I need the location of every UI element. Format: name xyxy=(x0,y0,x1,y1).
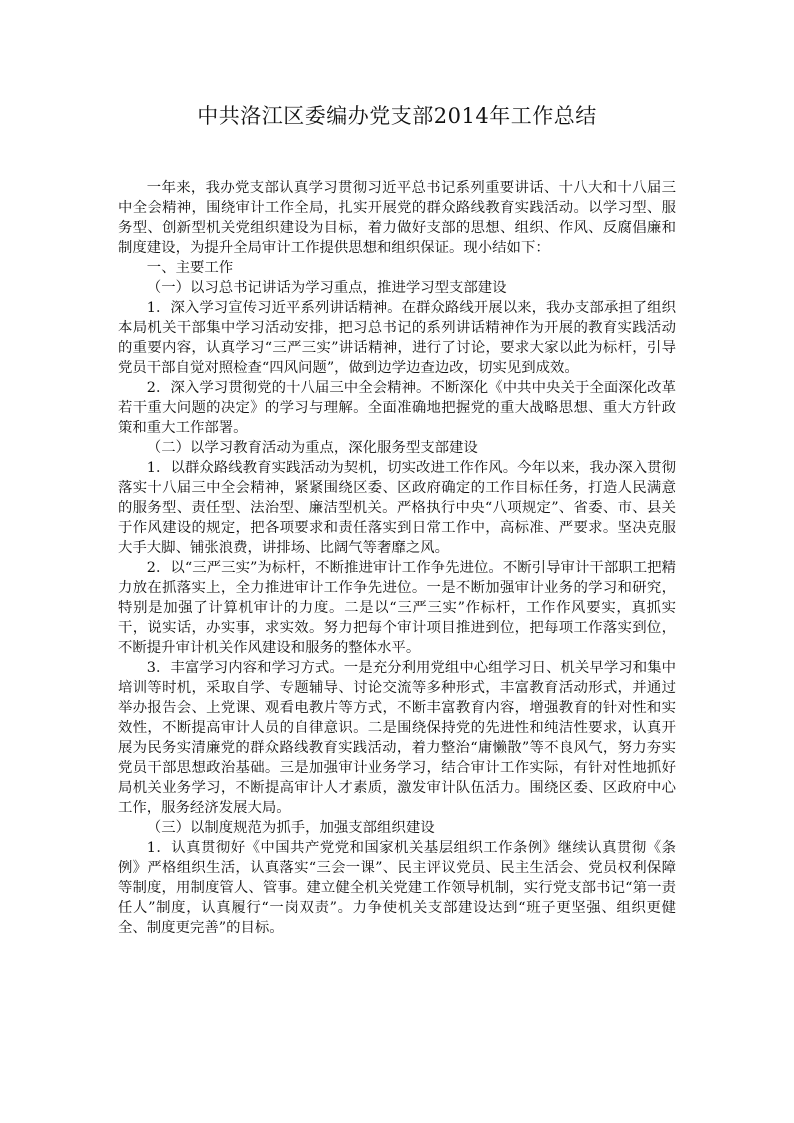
subsection-heading-3: （三）以制度规范为抓手，加强支部组织建设 xyxy=(146,820,435,836)
intro-paragraph: 一年来，我办党支部认真学习贯彻习近平总书记系列重要讲话、十八大和十八届三中全会精神，围绕审计工作全局，扎实开展党的群众路线教育实践活动。以学习型、服务型、创新型机关党组织建设为目标，着力做好支部的思想、组织、作风、反腐倡廉和制度建设，为提升全局审计工作提供思想和组织保证。现小结如下： xyxy=(118,180,676,256)
document-title: 中共洛江区委编办党支部2014年工作总结 xyxy=(197,104,597,128)
paragraph-2-2: 2．以“三严三实”为标杆，不断推进审计工作争先进位。不断引导审计干部职工把精力放在抓落实上，全力推进审计工作争先进位。一是不断加强审计业务的学习和研究，特别是加强了计算机审计的力度。二是以“三严三实”作标杆，工作作风要实，真抓实干，说实话，办实事，求实效。努力把每个审计项目推进到位，把每项工作落实到位，不断提升审计机关作风建设和服务的整体水平。 xyxy=(118,560,676,656)
paragraph-2-1: 1．以群众路线教育实践活动为契机，切实改进工作作风。今年以来，我办深入贯彻落实十八届三中全会精神，紧紧围绕区委、区政府确定的工作目标任务，打造人民满意的服务型、责任型、法治型、廉洁型机关。严格执行中央“八项规定”、省委、市、县关于作风建设的规定，把各项要求和责任落实到日常工作中，高标准、严要求。坚决克服大手大脚、铺张浪费，讲排场、比阔气等奢靡之风。 xyxy=(118,460,676,556)
subsection-heading-2: （二）以学习教育活动为重点，深化服务型支部建设 xyxy=(146,440,478,456)
paragraph-1-2: 2．深入学习贯彻党的十八届三中全会精神。不断深化《中共中央关于全面深化改革若干重大问题的决定》的学习与理解。全面准确地把握党的重大战略思想、重大方针政策和重大工作部署。 xyxy=(118,380,676,436)
paragraph-2-3: 3．丰富学习内容和学习方式。一是充分利用党组中心组学习日、机关早学习和集中培训等时机，采取自学、专题辅导、讨论交流等多种形式，丰富教育活动形式，并通过举办报告会、上党课、观看电教片等方式，不断丰富教育内容，增强教育的针对性和实效性，不断提高审计人员的自律意识。二是围绕保持党的先进性和纯洁性要求，认真开展为民务实清廉党的群众路线教育实践活动，着力整治“庸懒散”等不良风气，努力夯实党员干部思想政治基础。三是加强审计业务学习，结合审计工作实际，有针对性地抓好局机关业务学习，不断提高审计人才素质，激发审计队伍活力。围绕区委、区政府中心工作，服务经济发展大局。 xyxy=(118,660,676,816)
paragraph-3-1: 1．认真贯彻好《中国共产党党和国家机关基层组织工作条例》继续认真贯彻《条例》严格组织生活，认真落实“三会一课”、民主评议党员、民主生活会、党员权利保障等制度，用制度管人、管事。建立健全机关党建工作领导机制，实行党支部书记“第一责任人”制度，认真履行“一岗双责”。力争使机关支部建设达到“班子更坚强、组织更健全、制度更完善”的目标。 xyxy=(118,840,676,936)
document-body xyxy=(118,178,676,938)
section-heading-main-work: 一、主要工作 xyxy=(146,260,234,276)
paragraph-1-1: 1．深入学习宣传习近平系列讲话精神。在群众路线开展以来，我办支部承担了组织本局机关干部集中学习活动安排，把习总书记的系列讲话精神作为开展的教育实践活动的重要内容，认真学习“三严三实”讲话精神，进行了讨论，要求大家以此为标杆，引导党员干部自觉对照检查“四风问题”，做到边学边查边改，切实见到成效。 xyxy=(118,300,676,376)
subsection-heading-1: （一）以习总书记讲话为学习重点，推进学习型支部建设 xyxy=(146,280,507,296)
